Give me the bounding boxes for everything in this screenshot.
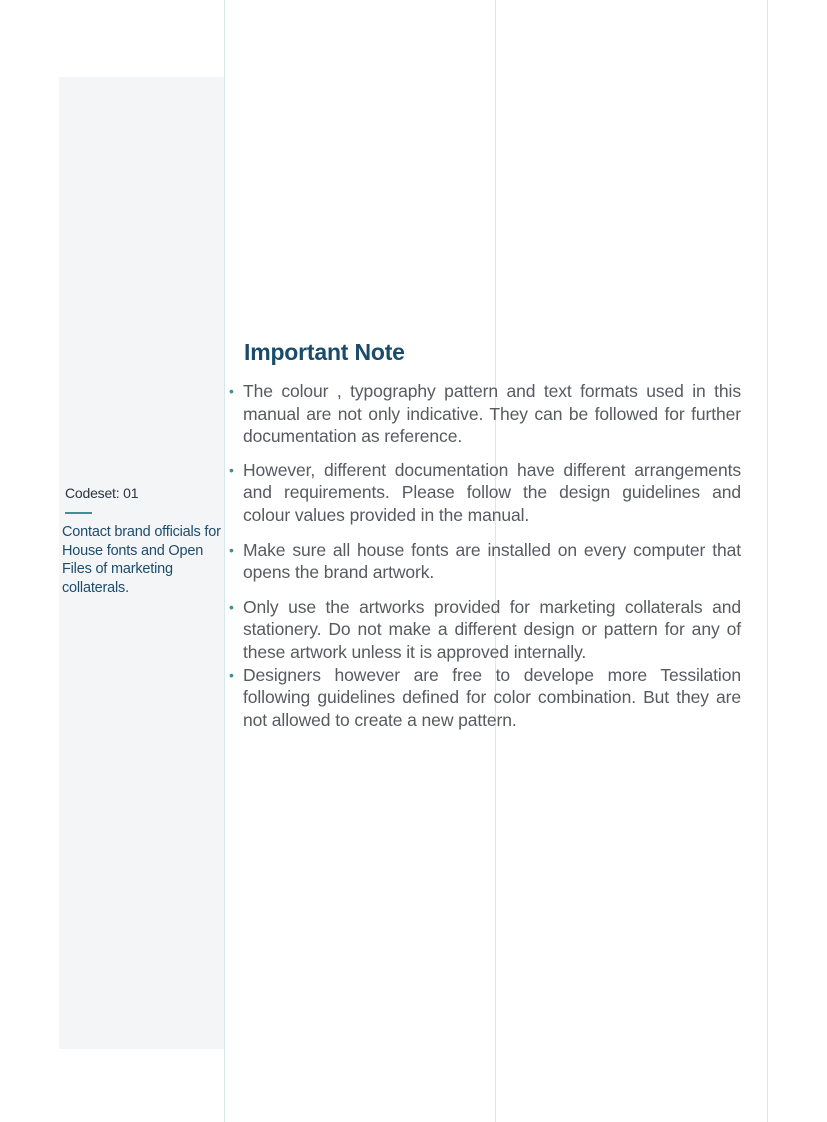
codeset-label: Codeset: 01 [65, 485, 139, 501]
list-item-text: The colour , typography pattern and text formats used in this manual are not only indicative. They can be followed for further documentation as reference. [243, 381, 741, 447]
list-item-text: Make sure all house fonts are installed on every computer that opens the brand artwork. [243, 539, 741, 583]
bullet-icon: • [229, 383, 234, 399]
sidebar-note: Contact brand officials for House fonts and Open Files of marketing collaterals. [62, 524, 221, 597]
bullet-icon: • [229, 598, 234, 615]
list-item [229, 539, 741, 584]
bullet-icon: • [229, 461, 234, 478]
list-item-text: Designers however are free to develope more Tessilation following guidelines defined for color combination. But they are not allowed to create a new pattern. [243, 664, 741, 730]
column-guide-left [224, 0, 225, 1122]
page-title: Important Note [244, 339, 405, 365]
list-item [229, 664, 741, 732]
bullet-icon: • [229, 666, 234, 683]
list-item [229, 459, 741, 527]
bullet-icon: • [229, 541, 234, 558]
list-item-text: Only use the artworks provided for marketing collaterals and stationery. Do not make a different design or pattern for any of these artwork unless it is approved internally. [243, 596, 741, 662]
note-list [229, 380, 741, 731]
accent-divider [65, 512, 92, 514]
list-item-text: However, different documentation have different arrangements and requirements. Please follow the design guidelines and colour values provided in the manual. [243, 459, 741, 525]
list-item [229, 596, 741, 664]
column-guide-right [767, 0, 768, 1122]
sidebar-panel [59, 77, 224, 1049]
list-item [229, 380, 741, 448]
